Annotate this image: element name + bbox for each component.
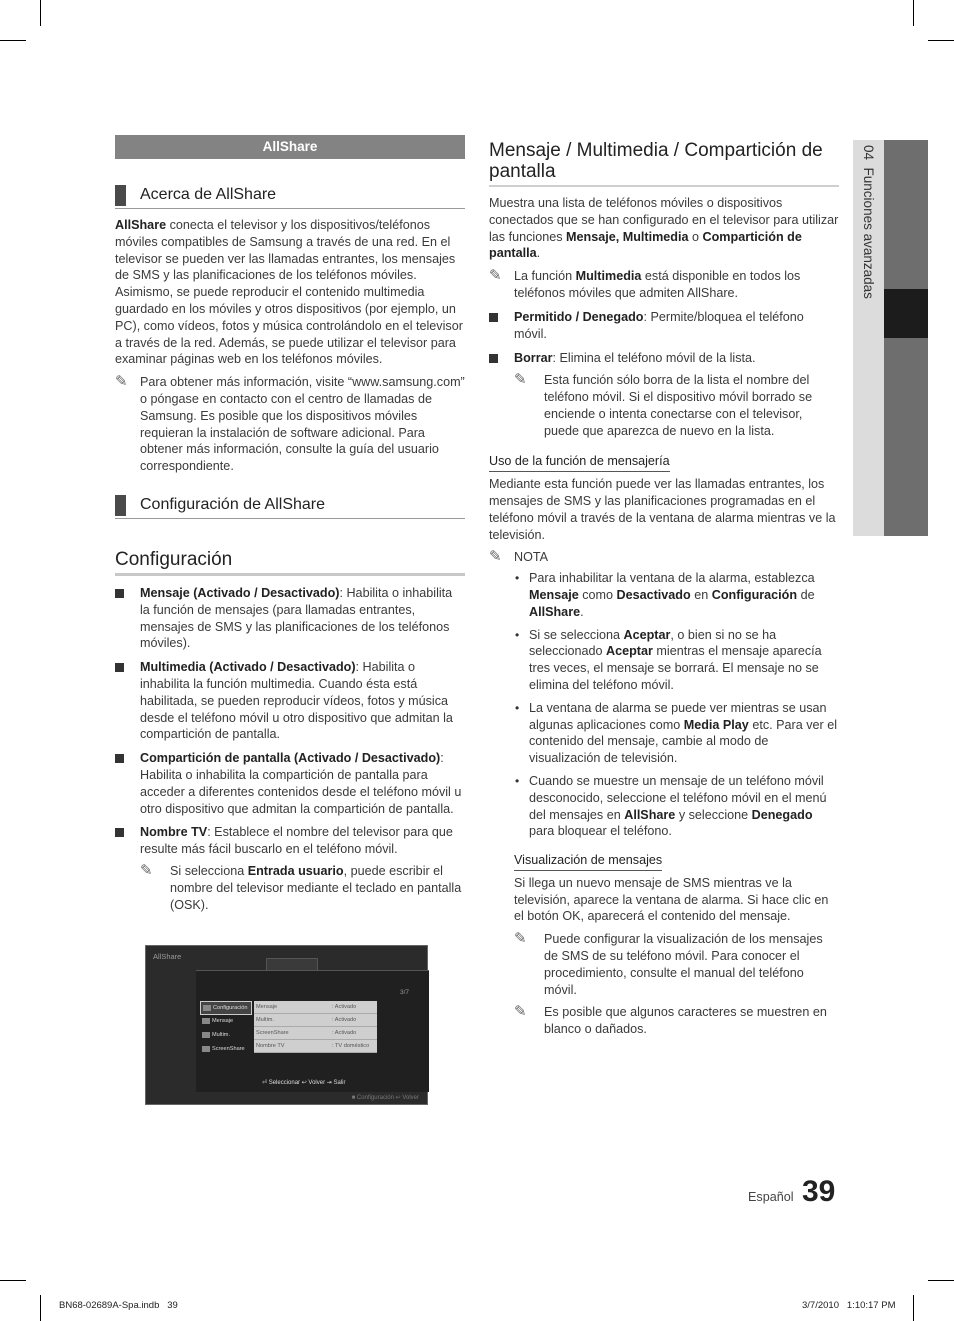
footer-language: Español bbox=[748, 1190, 794, 1204]
vis-note: ✎ Es posible que algunos caracteres se muestren en blanco o dañados. bbox=[514, 1003, 827, 1037]
vis-body: Si llega un nuevo mensaje de SMS mientras ve la televisión, aparece la ventana de alarma. Si hace clic en el botón OK, aparecerá el contenido del mensaje. bbox=[514, 875, 829, 924]
bullet-square-icon bbox=[115, 663, 124, 672]
tv-menu-item[interactable]: Mensaje bbox=[200, 1015, 252, 1029]
print-info-right: 3/7/2010 1:10:17 PM bbox=[802, 1300, 896, 1311]
right-column bbox=[489, 140, 839, 1038]
bullet-square-icon bbox=[489, 313, 498, 322]
tv-settings-table bbox=[254, 1001, 377, 1053]
right-intro: Muestra una lista de teléfonos móviles o dispositivos conectados que se han configurado en el televisor para utilizar las funciones Mensaje, Multimedia o Compartición de pantalla. bbox=[489, 196, 839, 261]
config-allshare-heading: Configuración de AllShare bbox=[115, 495, 465, 519]
list-item: • La ventana de alarma se puede ver mientras se usan algunas aplicaciones como Media Play etc. Para ver el contenido del mensaje, cambie al modo de visualización de televisión. bbox=[515, 700, 838, 766]
note-pencil-icon: ✎ bbox=[514, 930, 527, 948]
tv-panel bbox=[196, 970, 429, 1092]
tv-help-bar: ⏎ Seleccionar ↩ Volver ⇥ Salir bbox=[262, 1080, 346, 1086]
right-heading: Mensaje / Multimedia / Compartición de pantalla bbox=[489, 140, 839, 187]
bullet-square-icon bbox=[489, 354, 498, 363]
side-tab-block bbox=[884, 140, 928, 289]
note-pencil-icon: ✎ bbox=[489, 267, 502, 285]
list-item: • Si se selecciona Aceptar, o bien si no se ha seleccionado Aceptar mientras el mensaje aparecía tres veces, el mensaje se borrará. El mensaje no se elimina del teléfono móvil. bbox=[515, 627, 822, 692]
bullet-dot-icon: • bbox=[515, 627, 520, 642]
tv-menu-item[interactable]: ScreenShare bbox=[200, 1043, 252, 1057]
bullet-dot-icon: • bbox=[515, 571, 520, 586]
nota-list bbox=[489, 570, 839, 840]
side-tab-label: 04 Funciones avanzadas bbox=[861, 145, 876, 299]
bullet-square-icon bbox=[115, 589, 124, 598]
crop-mark bbox=[928, 40, 954, 41]
side-tab-marker bbox=[884, 289, 928, 338]
about-note: ✎ Para obtener más información, visite “www.samsung.com” o póngase en contacto con el centro de llamadas de Samsung. Es posible que los dispositivos móviles requieran la instalación de software adicional. Para obtener más información, consulte la guía del usuario correspondiente. bbox=[115, 373, 465, 474]
list-item: Borrar: Elimina el teléfono móvil de la lista. ✎ Esta función sólo borra de la lista el nombre del teléfono móvil. Si el dispositivo móvil borrado se enciende o intenta conectarse con el televisor, puede que aparezca de nuevo en la lista. bbox=[489, 350, 839, 439]
nota-label: ✎ NOTA bbox=[489, 548, 549, 566]
table-row[interactable]: Mensaje : Activado bbox=[254, 1001, 377, 1014]
note-pencil-icon: ✎ bbox=[514, 371, 527, 389]
tv-screenshot bbox=[145, 945, 428, 1105]
tv-menu-item[interactable]: Configuración bbox=[200, 1001, 252, 1015]
crop-mark bbox=[913, 0, 914, 26]
right-list bbox=[489, 309, 839, 440]
crop-mark bbox=[913, 1295, 914, 1321]
side-tab-block bbox=[884, 338, 928, 536]
uso-heading: Uso de la función de mensajería bbox=[489, 453, 670, 472]
bullet-square-icon bbox=[115, 754, 124, 763]
bullet-square-icon bbox=[115, 828, 124, 837]
note-pencil-icon: ✎ bbox=[489, 548, 502, 566]
tv-menu-item[interactable]: Multim. bbox=[200, 1029, 252, 1043]
screen-icon bbox=[202, 1046, 210, 1052]
nombre-note: ✎ Si selecciona Entrada usuario, puede escribir el nombre del televisor mediante el teclado en pantalla (OSK). bbox=[140, 861, 462, 912]
table-row[interactable]: Nombre TV : TV doméstico bbox=[254, 1040, 377, 1053]
crop-mark bbox=[40, 1295, 41, 1321]
tv-page-indicator: 3/7 bbox=[399, 989, 409, 996]
tv-footer: ■ Configuración ↩ Volver bbox=[351, 1095, 419, 1101]
config-list bbox=[115, 585, 465, 913]
uso-body: Mediante esta función puede ver las llamadas entrantes, los mensajes de SMS y las planificaciones programadas en el teléfono móvil a través de la ventana de alarma mientras ve la televisión. bbox=[489, 477, 836, 542]
note-pencil-icon: ✎ bbox=[140, 861, 153, 879]
about-heading: Acerca de AllShare bbox=[115, 185, 465, 209]
table-row[interactable]: ScreenShare : Activado bbox=[254, 1027, 377, 1040]
table-row[interactable]: Multim. : Activado bbox=[254, 1014, 377, 1027]
gear-icon bbox=[203, 1005, 211, 1011]
list-item: Compartición de pantalla (Activado / Desactivado): Habilita o inhabilita la compartición de pantalla para acceder a diferentes contenidos desde el teléfono móvil u otro dispositivo que admitan la compartición de pantalla. bbox=[115, 750, 465, 817]
crop-mark bbox=[928, 1280, 954, 1281]
list-item: Nombre TV: Establece el nombre del televisor para que resulte más fácil buscarlo en el teléfono móvil. ✎ Si selecciona Entrada usuario, puede escribir el nombre del televisor mediante el teclado en pantalla (OSK). bbox=[115, 824, 465, 913]
heading-bar bbox=[115, 495, 126, 516]
bullet-dot-icon: • bbox=[515, 700, 520, 715]
borrar-note: ✎ Esta función sólo borra de la lista el nombre del teléfono móvil. Si el dispositivo móvil borrado se enciende o intenta conectarse con el televisor, puede que aparezca de nuevo en la lista. bbox=[514, 371, 813, 438]
page-number: 39 bbox=[802, 1175, 836, 1208]
note-pencil-icon: ✎ bbox=[115, 373, 128, 391]
crop-mark bbox=[0, 40, 26, 41]
tv-menu bbox=[200, 1001, 252, 1057]
bullet-dot-icon: • bbox=[515, 773, 520, 788]
message-icon bbox=[202, 1018, 210, 1024]
visualizacion-section bbox=[489, 840, 839, 1038]
list-item: Permitido / Denegado: Permite/bloquea el teléfono móvil. bbox=[489, 309, 839, 343]
list-item: • Cuando se muestre un mensaje de un teléfono móvil desconocido, seleccione el teléfono móvil en el menú del mensajes en AllShare y seleccione Denegado para bloquear el teléfono. bbox=[515, 773, 827, 839]
list-item: Multimedia (Activado / Desactivado): Habilita o inhabilita la función multimedia. Cuando ésta está habilitada, se pueden reproducir vídeos, fotos y música desde el teléfono móvil u otro dispositivo que admitan la compartición de pantalla. bbox=[115, 659, 465, 743]
crop-mark bbox=[0, 1280, 26, 1281]
config-heading: Configuración bbox=[115, 549, 465, 576]
vis-heading: Visualización de mensajes bbox=[514, 852, 662, 871]
crop-mark bbox=[40, 0, 41, 26]
heading-bar bbox=[115, 185, 126, 206]
left-column bbox=[115, 135, 465, 913]
vis-note: ✎ Puede configurar la visualización de los mensajes de SMS de su teléfono móvil. Para conocer el procedimiento, consulte el manual del teléfono móvil. bbox=[514, 930, 823, 997]
media-icon bbox=[202, 1032, 210, 1038]
list-item: Mensaje (Activado / Desactivado): Habilita o inhabilita la función de mensajes (para llamadas entrantes, mensajes de SMS y las planificaciones de los teléfonos móviles). bbox=[115, 585, 465, 652]
about-body: AllShare conecta el televisor y los dispositivos/teléfonos móviles compatibles de Samsung a través de una red. En el televisor se pueden ver las llamadas entrantes, los mensajes de SMS y las planificaciones de los teléfonos móviles. Asimismo, se puede reproducir el contenido multimedia guardado en los móviles y otros dispositivos (por ejemplo, un PC), como vídeos, fotos y música controlándolo en el televisor a través de la red. Además, se puede utilizar el televisor para examinar páginas web en los teléfonos móviles. bbox=[115, 218, 463, 367]
print-info-left: BN68-02689A-Spa.indb 39 bbox=[59, 1300, 178, 1311]
list-item: • Para inhabilitar la ventana de la alarma, establezca Mensaje como Desactivado en Configuración de AllShare. bbox=[515, 571, 815, 619]
note-pencil-icon: ✎ bbox=[514, 1003, 527, 1021]
section-banner: AllShare bbox=[115, 135, 465, 159]
multimedia-note: ✎ La función Multimedia está disponible en todos los teléfonos móviles que admiten AllShare. bbox=[489, 267, 801, 300]
tv-title: AllShare bbox=[153, 952, 182, 961]
